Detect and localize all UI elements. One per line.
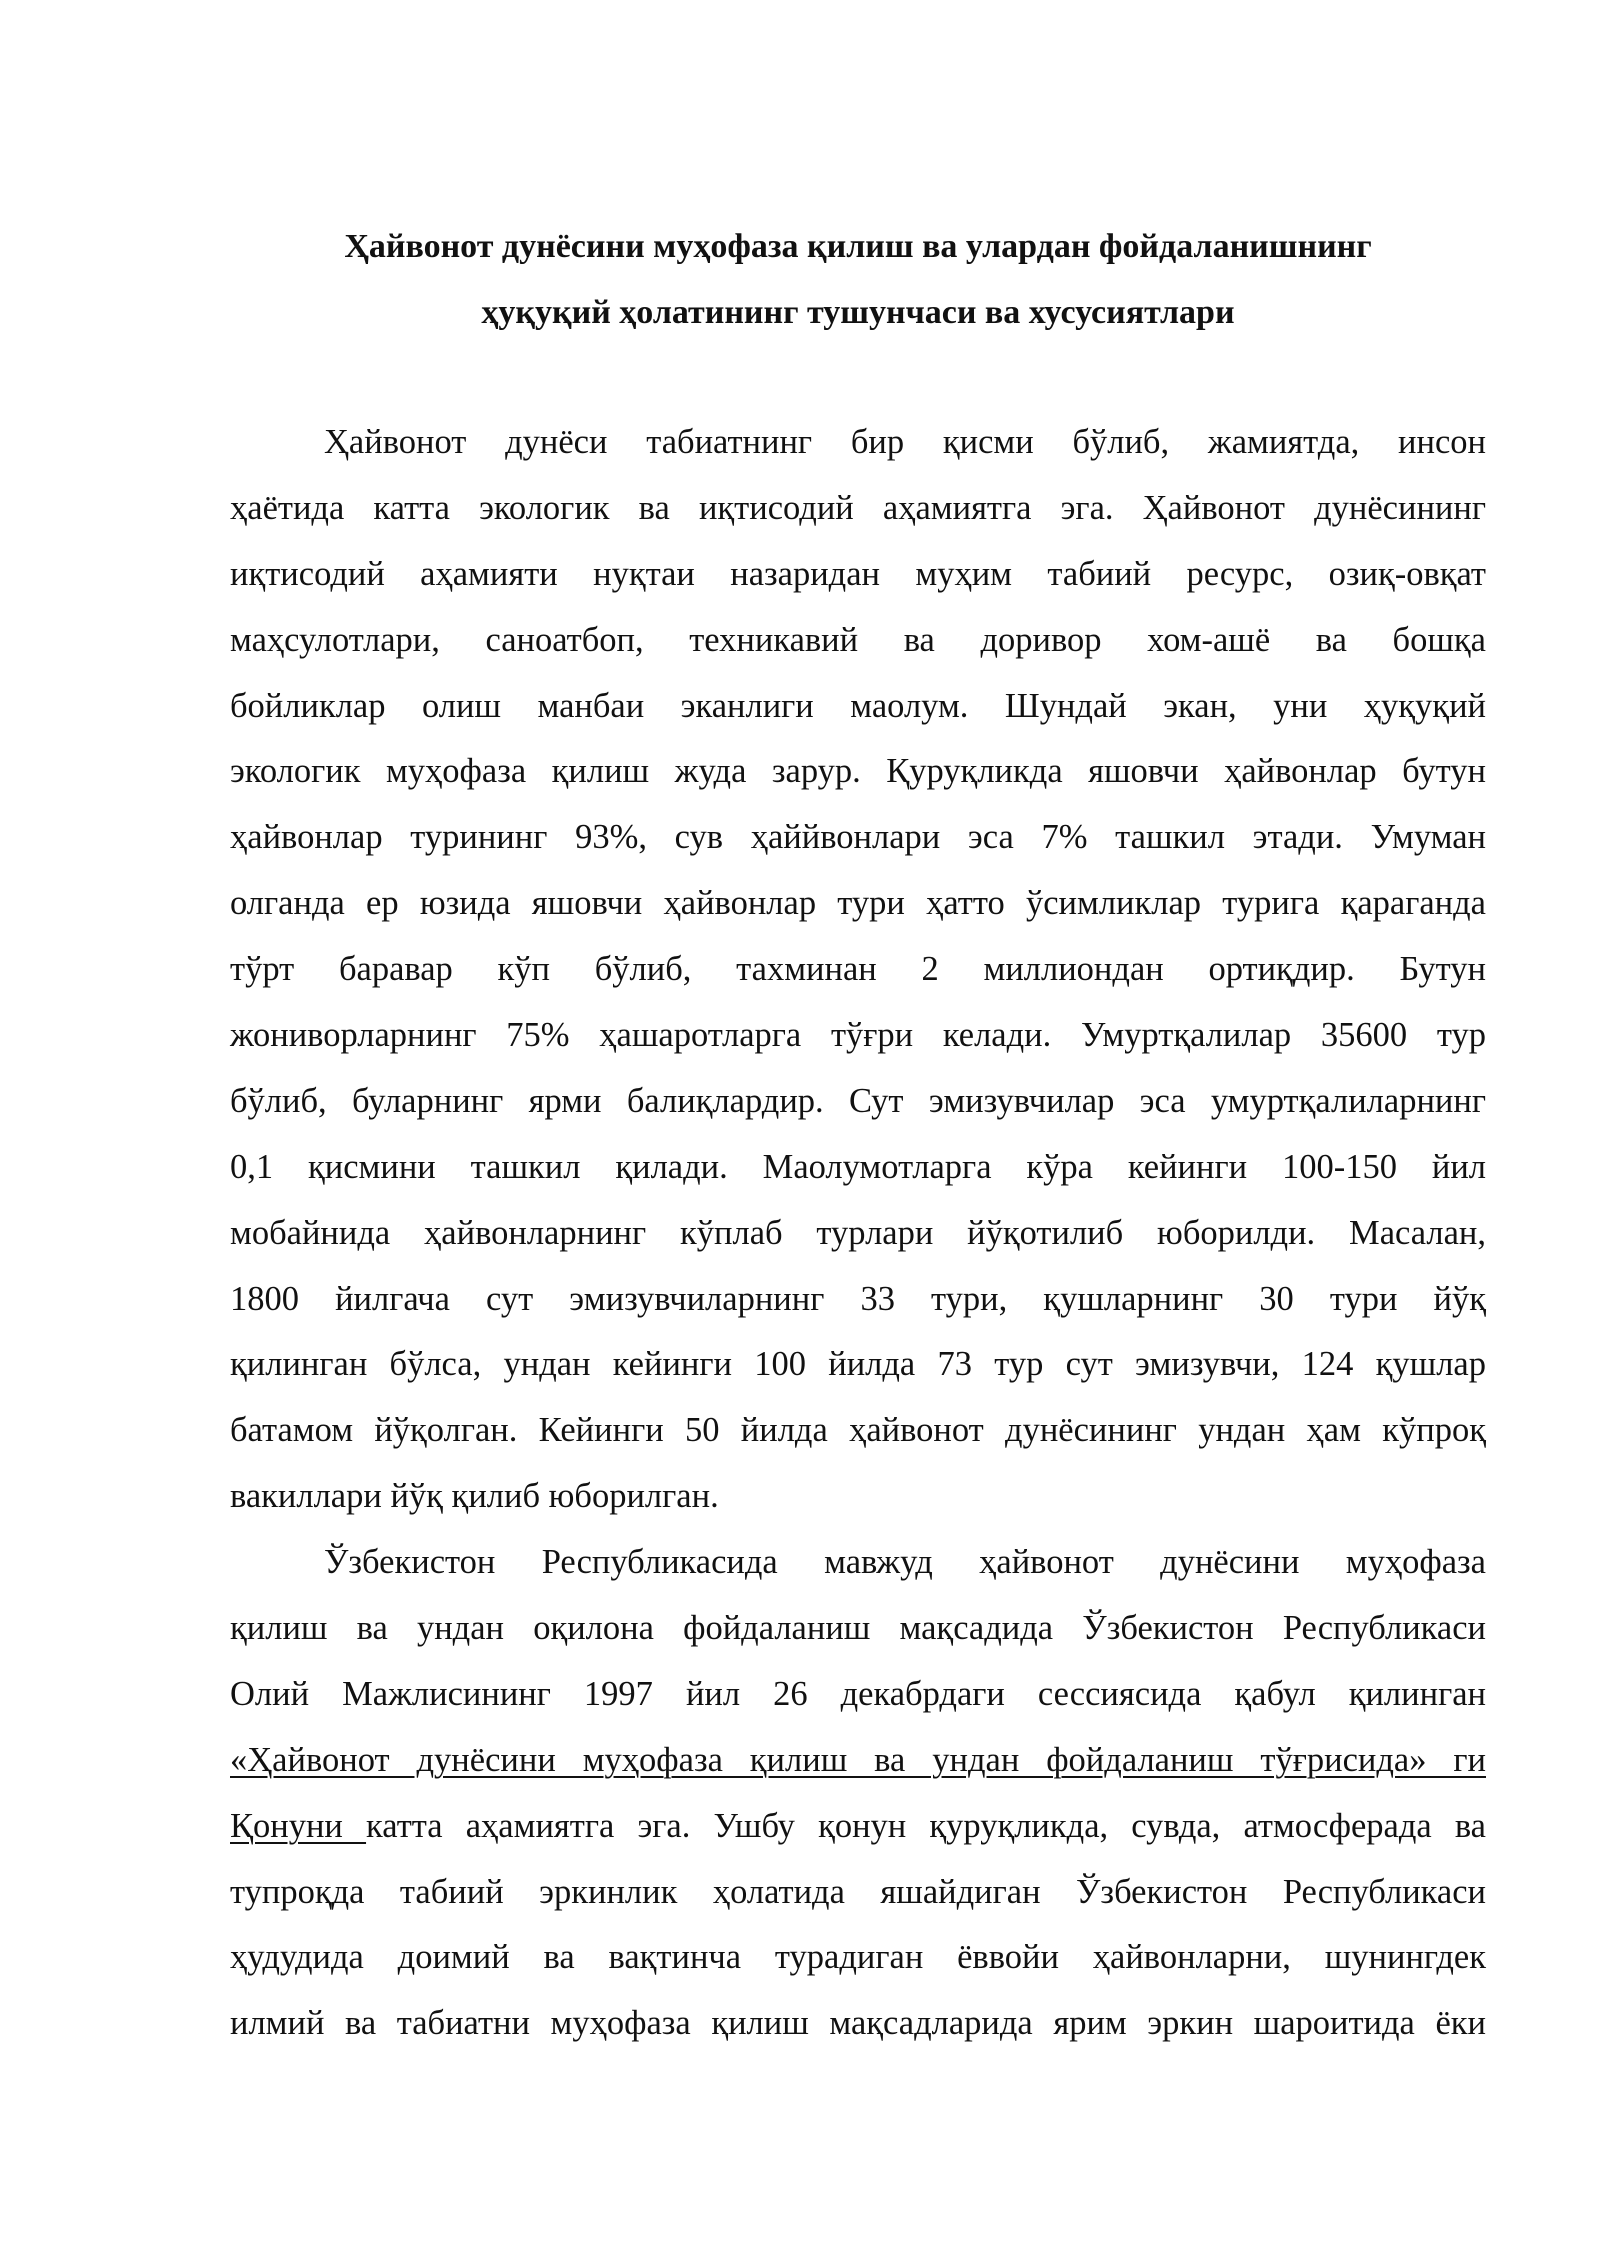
law-name-link[interactable]: Қонуни bbox=[230, 1806, 367, 1845]
paragraph-1-line: экологик муҳофаза қилиш жуда зарур. Қуруқликда яшовчи ҳайвонлар бутун bbox=[230, 752, 1486, 791]
paragraph-2-line: ҳудудида доимий ва вақтинча турадиган ёввойи ҳайвонларни, шунингдек bbox=[230, 1938, 1486, 1977]
paragraph-1-line: қилинган бўлса, ундан кейинги 100 йилда 73 тур сут эмизувчи, 124 қушлар bbox=[230, 1345, 1486, 1384]
paragraph-1-line: батамом йўқолган. Кейинги 50 йилда ҳайвонот дунёсининг ундан ҳам кўпроқ bbox=[230, 1411, 1486, 1450]
paragraph-2-line: Олий Мажлисининг 1997 йил 26 декабрдаги сессиясида қабул қилинган bbox=[230, 1674, 1486, 1713]
paragraph-1-line: ҳаётида катта экологик ва иқтисодий аҳамиятга эга. Ҳайвонот дунёсининг bbox=[230, 488, 1486, 527]
paragraph-1-line: бўлиб, буларнинг ярми балиқлардир. Сут эмизувчилар эса умуртқалиларнинг bbox=[230, 1081, 1486, 1120]
document-body bbox=[230, 410, 1486, 2057]
paragraph-1-line: мобайнида ҳайвонларнинг кўплаб турлари йўқотилиб юборилди. Масалан, bbox=[230, 1213, 1486, 1252]
paragraph-2-line: илмий ва табиатни муҳофаза қилиш мақсадларида ярим эркин шароитида ёки bbox=[230, 2004, 1486, 2043]
title-line-1: Ҳайвонот дунёсини муҳофаза қилиш ва улардан фойдаланишнинг bbox=[344, 228, 1372, 265]
paragraph-1-line: ҳайвонлар турининг 93%, сув ҳаййвонлари эса 7% ташкил этади. Умуман bbox=[230, 818, 1486, 857]
paragraph-2-line bbox=[230, 1794, 1486, 1860]
paragraph-1-line: 1800 йилгача сут эмизувчиларнинг 33 тури, қушларнинг 30 тури йўқ bbox=[230, 1279, 1486, 1318]
paragraph-2-line: қилиш ва ундан оқилона фойдаланиш мақсадида Ўзбекистон Республикаси bbox=[230, 1609, 1486, 1648]
paragraph-1-line: Ҳайвонот дунёси табиатнинг бир қисми бўлиб, жамиятда, инсон bbox=[324, 423, 1486, 461]
paragraph-1-line: маҳсулотлари, саноатбоп, техникавий ва доривор хом-ашё ва бошқа bbox=[230, 620, 1486, 659]
paragraph-1-line: жониворларнинг 75% ҳашаротларга тўғри келади. Умуртқалилар 35600 тур bbox=[230, 1016, 1486, 1055]
document-title bbox=[230, 214, 1486, 346]
paragraph-1-line: бойликлар олиш манбаи эканлиги маолум. Шундай экан, уни ҳуқуқий bbox=[230, 686, 1486, 725]
title-line-2: ҳуқуқий ҳолатининг тушунчаси ва хусусиятлари bbox=[481, 294, 1235, 331]
paragraph-2-text: катта аҳамиятга эга. Ушбу қонун қуруқликда, сувда, атмосферада ва bbox=[366, 1806, 1486, 1845]
paragraph-1-line: тўрт баравар кўп бўлиб, тахминан 2 миллиондан ортиқдир. Бутун bbox=[230, 950, 1486, 989]
paragraph-1-line: иқтисодий аҳамияти нуқтаи назаридан муҳим табиий ресурс, озиқ-овқат bbox=[230, 554, 1486, 593]
paragraph-1-line: 0,1 қисмини ташкил қилади. Маолумотларга кўра кейинги 100-150 йил bbox=[230, 1147, 1486, 1186]
law-title-link[interactable]: «Ҳайвонот дунёсини муҳофаза қилиш ва ундан фойдаланиш тўғрисида» ги bbox=[230, 1740, 1486, 1779]
paragraph-1-line: вакиллари йўқ қилиб юборилган. bbox=[230, 1477, 719, 1516]
paragraph-2-line: тупроқда табиий эркинлик ҳолатида яшайдиган Ўзбекистон Республикаси bbox=[230, 1872, 1486, 1911]
paragraph-1-line: олганда ер юзида яшовчи ҳайвонлар тури ҳатто ўсимликлар турига қараганда bbox=[230, 884, 1486, 923]
paragraph-2-line: Ўзбекистон Республикасида мавжуд ҳайвонот дунёсини муҳофаза bbox=[324, 1543, 1486, 1582]
